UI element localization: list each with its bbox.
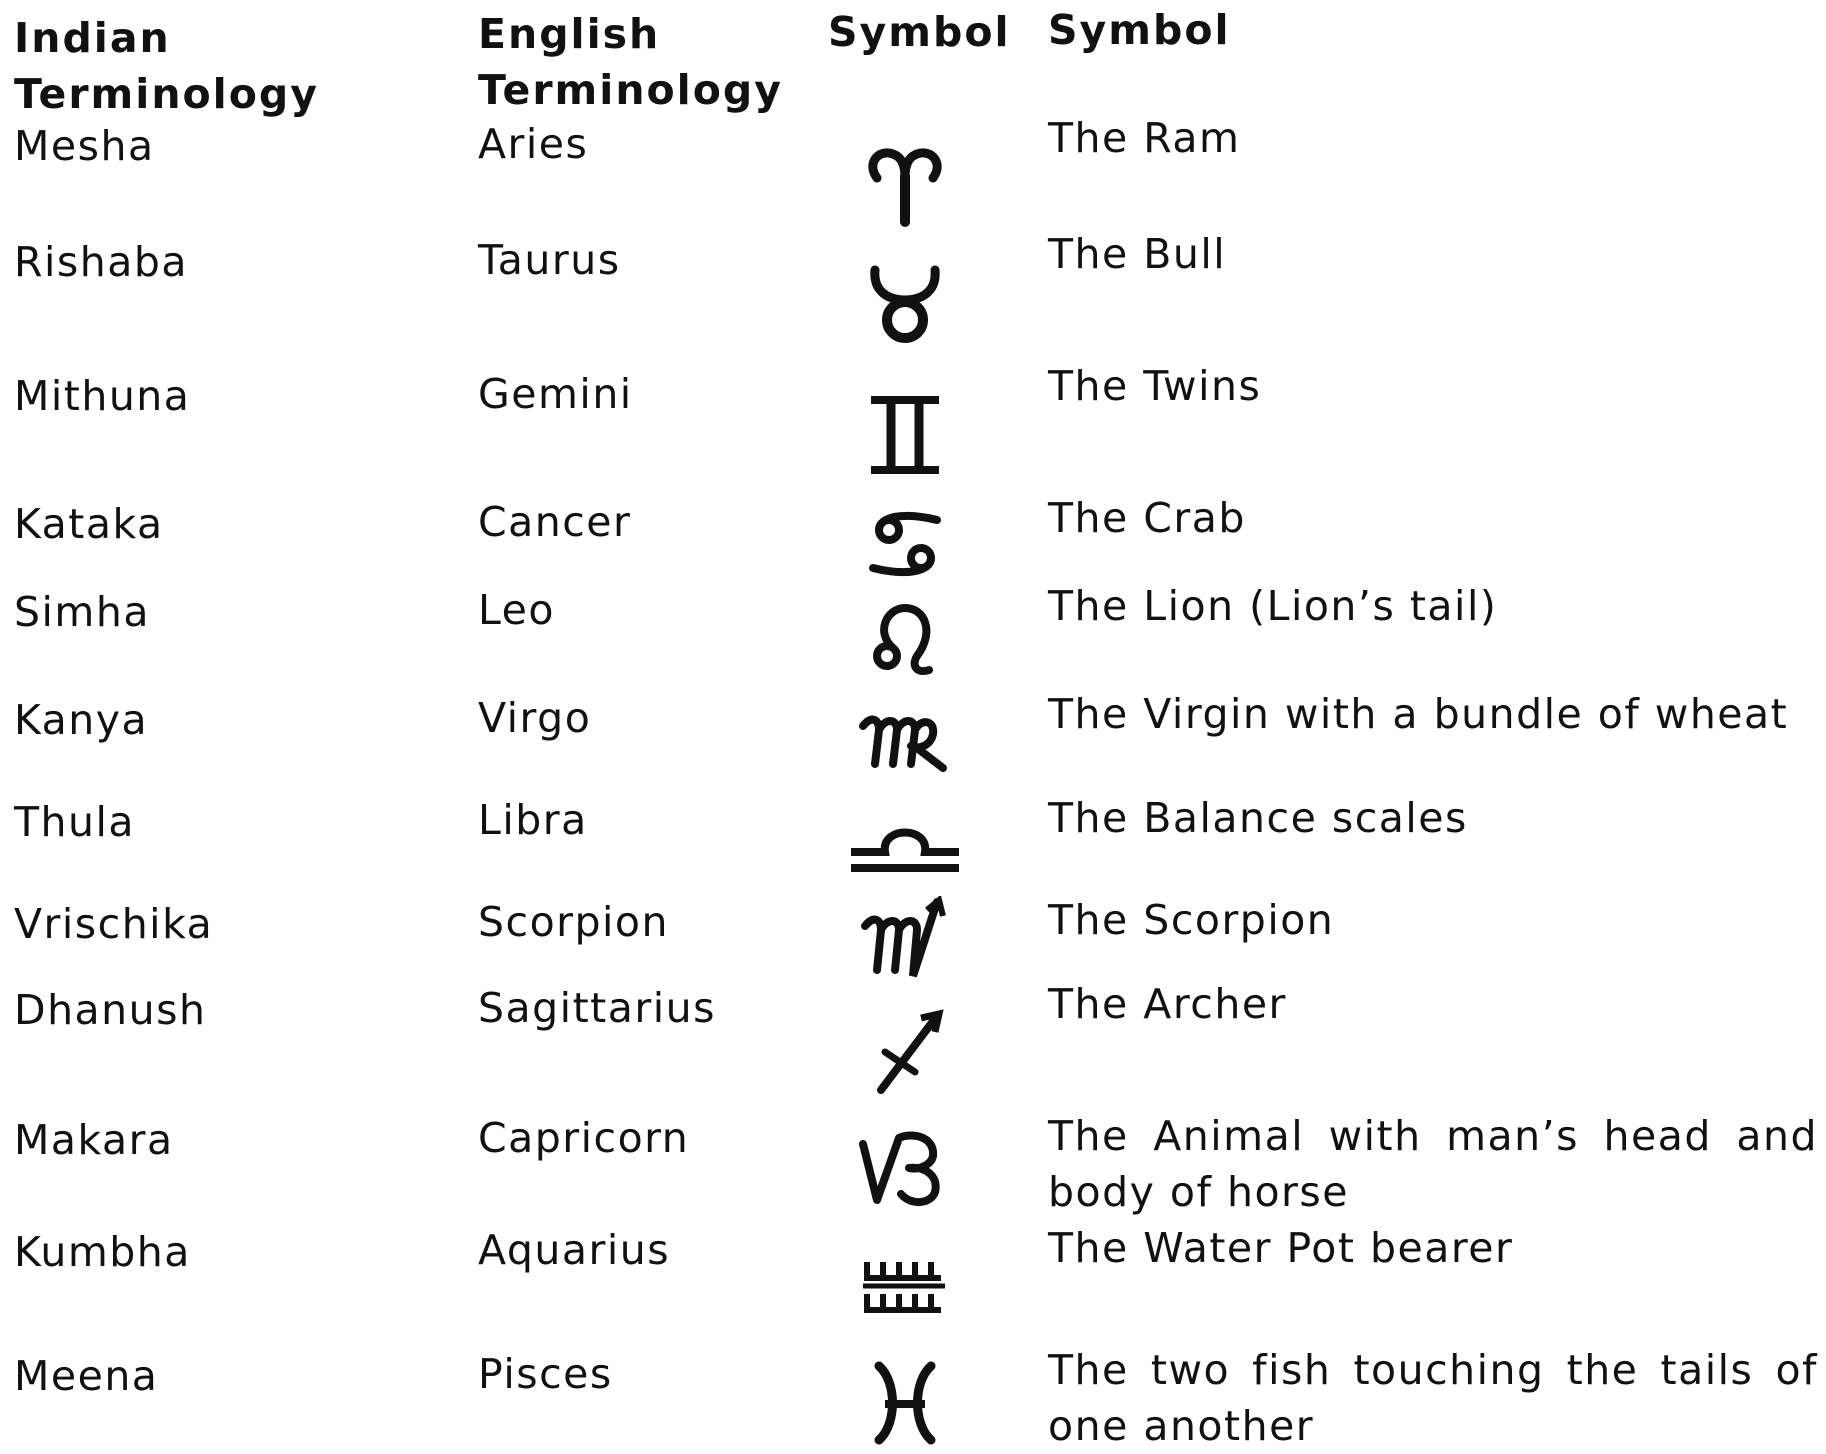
row-symbol-description: The Bull: [1048, 230, 1227, 278]
row-symbol-description: The Crab: [1048, 494, 1246, 542]
row-english-name: Capricorn: [478, 1114, 690, 1162]
libra-icon: [845, 790, 965, 880]
aquarius-icon: [845, 1236, 965, 1326]
row-symbol-description: The Virgin with a bundle of wheat: [1048, 690, 1789, 738]
row-symbol-description: The Balance scales: [1048, 794, 1468, 842]
row-symbol-description: The Lion (Lion’s tail): [1048, 582, 1498, 630]
leo-icon: [845, 596, 965, 686]
row-indian-name: Thula: [14, 798, 136, 846]
row-indian-name: Kanya: [14, 696, 149, 744]
row-english-name: Pisces: [478, 1350, 613, 1398]
row-symbol-description: The Animal with man’s head and body of horse: [1048, 1112, 1818, 1216]
aries-icon: [845, 138, 965, 228]
row-indian-name: Dhanush: [14, 986, 207, 1034]
row-indian-name: Meena: [14, 1352, 159, 1400]
pisces-icon: [845, 1358, 965, 1448]
row-symbol-description: The Archer: [1048, 980, 1287, 1028]
row-indian-name: Makara: [14, 1116, 174, 1164]
row-symbol-description: The Scorpion: [1048, 896, 1335, 944]
row-indian-name: Mithuna: [14, 372, 191, 420]
row-symbol-description: The Ram: [1048, 114, 1241, 162]
sagittarius-icon: [845, 1008, 965, 1098]
row-english-name: Leo: [478, 586, 555, 634]
row-symbol-description: The Twins: [1048, 362, 1262, 410]
row-indian-name: Simha: [14, 588, 150, 636]
row-english-name: Cancer: [478, 498, 632, 546]
header-english-terminology: English Terminology: [478, 10, 783, 114]
row-symbol-description: The Water Pot bearer: [1048, 1224, 1514, 1272]
row-english-name: Libra: [478, 796, 588, 844]
row-english-name: Aquarius: [478, 1226, 671, 1274]
row-english-name: Virgo: [478, 694, 592, 742]
header-indian-terminology: Indian Terminology: [14, 14, 319, 118]
row-english-name: Aries: [478, 120, 589, 168]
virgo-icon: [845, 696, 965, 786]
gemini-icon: [845, 390, 965, 480]
row-indian-name: Vrischika: [14, 900, 214, 948]
taurus-icon: [845, 256, 965, 346]
capricorn-icon: [845, 1124, 965, 1214]
row-english-name: Sagittarius: [478, 984, 716, 1032]
header-symbol-description: Symbol: [1048, 6, 1231, 54]
row-english-name: Gemini: [478, 370, 633, 418]
row-indian-name: Mesha: [14, 122, 155, 170]
cancer-icon: [845, 500, 965, 590]
row-symbol-description: The two fish touching the tails of one another: [1048, 1346, 1818, 1450]
row-indian-name: Kataka: [14, 500, 164, 548]
row-english-name: Scorpion: [478, 898, 669, 946]
scorpio-icon: [845, 896, 965, 986]
row-indian-name: Rishaba: [14, 238, 188, 286]
row-indian-name: Kumbha: [14, 1228, 191, 1276]
header-symbol-glyph: Symbol: [828, 8, 1011, 56]
row-english-name: Taurus: [478, 236, 621, 284]
